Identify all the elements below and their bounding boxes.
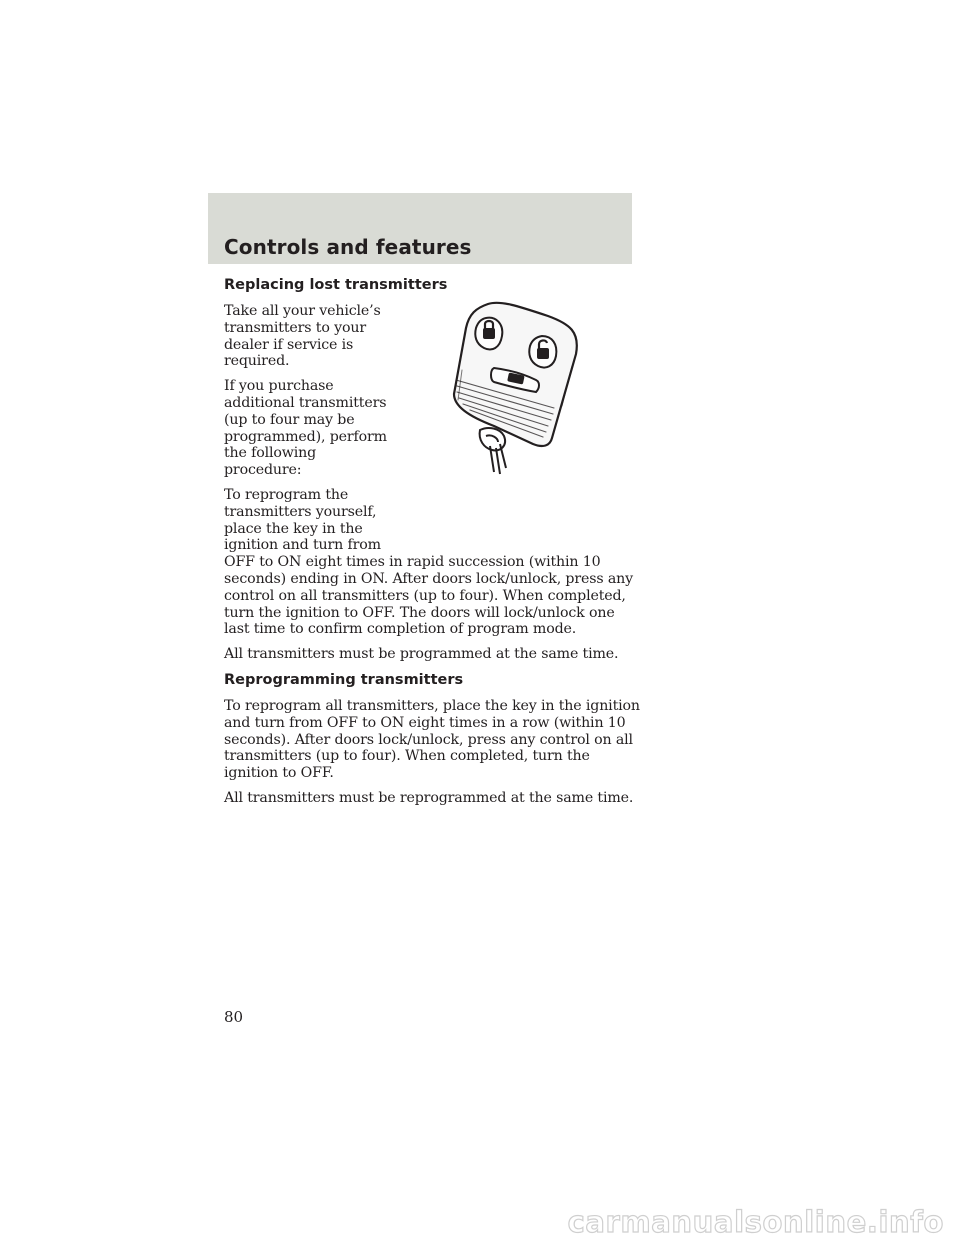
paragraph-wrapped-around-figure xyxy=(224,487,644,638)
paragraph: To reprogram all transmitters, place the key in the ignition and turn from OFF to ON eight times in a row (within 10 seconds). After doors lock/unlock, press any control on all transmitters (up to four). When completed, turn the ignition to OFF. xyxy=(224,697,640,782)
paragraph: Take all your vehicle’s transmitters to your dealer if service is required. xyxy=(224,303,381,370)
section-title: Controls and features xyxy=(224,235,472,259)
page-number: 80 xyxy=(224,1008,244,1026)
paragraph: All transmitters must be reprogrammed at the same time. xyxy=(224,789,634,806)
paragraph: If you purchase additional transmitters (up to four may be programmed), perform the following procedure: xyxy=(224,378,387,479)
section-heading: Reprogramming transmitters xyxy=(224,671,464,688)
watermark-text: carmanualsonline.info xyxy=(567,1205,944,1239)
watermark-logo xyxy=(0,1192,960,1242)
paragraph-text: To reprogram the transmitters yourself, place the key in the ignition and turn from OFF to ON eight times in rapid succession (within 10 seconds) ending in ON. After doors lock/unlock, press any control on all transmitters (up to four). When completed, turn the ignition to OFF. The doors will lock/unlock one last time to confirm completion of program mode. xyxy=(224,486,634,638)
section-header-band xyxy=(208,193,632,264)
main-content xyxy=(224,276,644,815)
section-heading: Replacing lost transmitters xyxy=(224,277,448,293)
paragraph: All transmitters must be programmed at the same time. xyxy=(224,646,619,663)
